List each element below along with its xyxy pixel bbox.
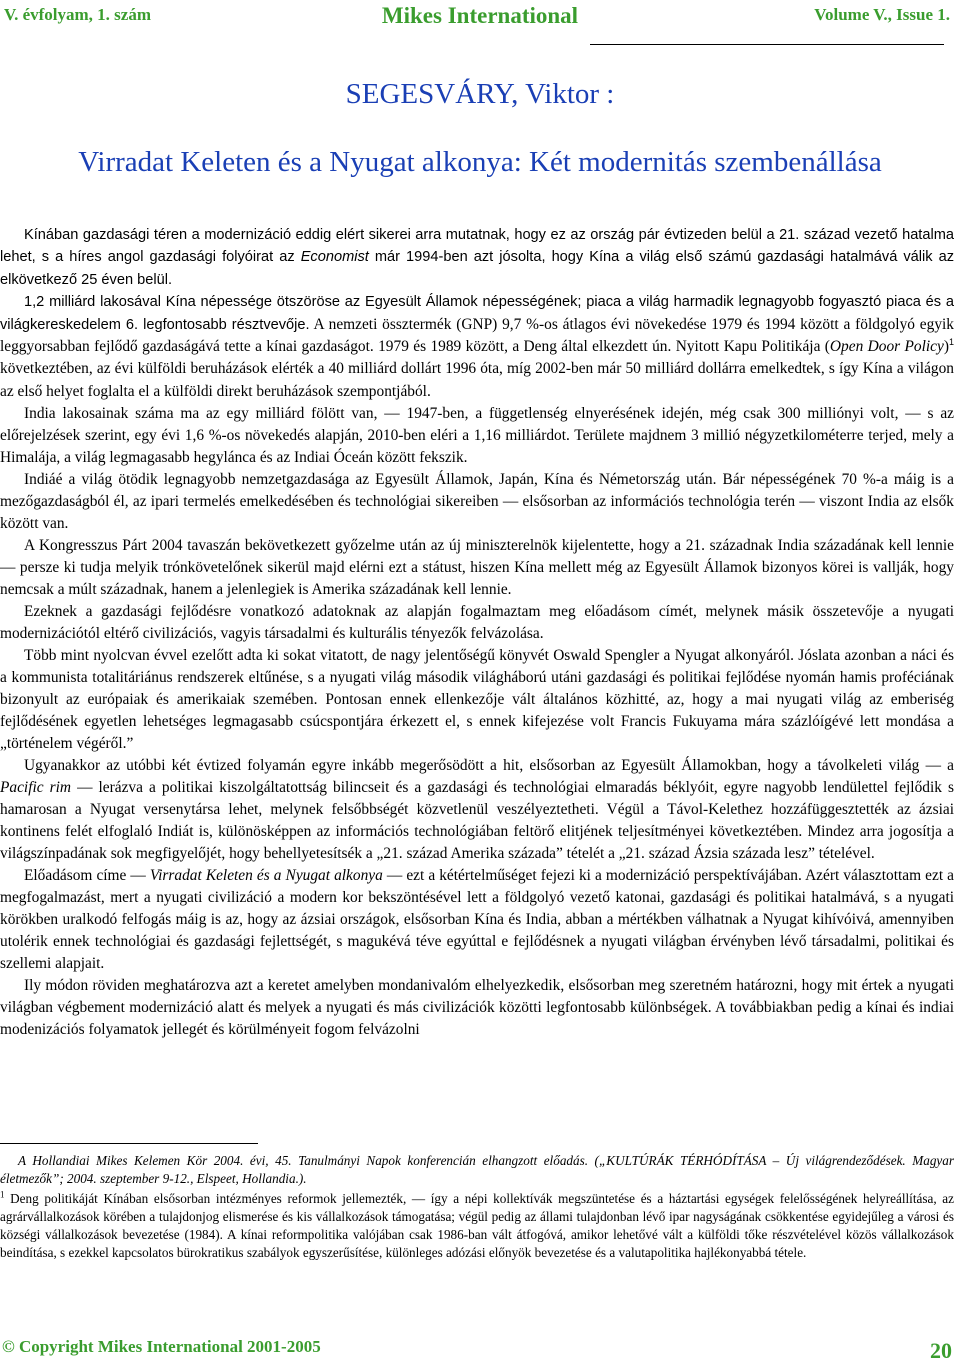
paragraph-10: Ily módon röviden meghatározva azt a keretet amelyben mondanivalóm elhelyezkedik, elsősorban meg szeretném határozni, hogy mit értek a nyugati világban végbement modernizáció alatt és melyek a nyugati és más civilizációk közötti legfontosabb különbségek. A továbbiakban pedig a kínai és indiai modenizációs folyamatok jellegét és körülményeit fogom felvázolni: [0, 977, 954, 1039]
footnotes: [0, 1152, 954, 1262]
paragraph-2: 1,2 milliárd lakosával Kína népessége ötszöröse az Egyesült Államok népességének; piaca a világ harmadik legnagyobb fogyasztó piaca és a világkereskedelem 6. legfontosabb résztvevője. A nemzeti össztermék (GNP) 9,7 %-os átlagos évi növekedése 1979 és 1994 között a földgolyó egyik leggyorsabban fejlődő gazdaságává tette a kínai gazdaságot. 1979 és 1989 között, a Deng által elkezdett ún. Nyitott Kapu Politikája (Open Door Policy)$^1$ következtében, az évi külföldi beruházások elérték a 40 milliárd dollárt 1996 óta, míg 2002-ben már 50 milliárd dollárra emelkedtek, s így Kína a világon az első helyet foglalta el a külföldi direkt beruházások szempontjából.: [0, 294, 954, 400]
page-number: 20: [930, 1338, 952, 1363]
lecture-title-quote: Virradat Keleten és a Nyugat alkonya: [149, 867, 383, 885]
header-rule: [590, 44, 944, 45]
paragraph-6: Ezeknek a gazdasági fejlődésre vonatkozó adatoknak az alapján fogalmaztam meg előadásom címét, melynek másik összetevője a nyugati modernizációtól eltérő civilizációs, vagyis társadalmi és kulturális tényezők felvázolása.: [0, 603, 954, 643]
footnote-source: A Hollandiai Mikes Kelemen Kör 2004. évi, 45. Tanulmányi Napok konferencián elhangzott előadás. („KULTÚRÁK TÉRHÓDÍTÁSA – Új világrendeződések. Magyar életmezők”; 2004. szeptember 9-12., Elspeet, Hollandia.).: [0, 1153, 954, 1186]
page-header: [0, 0, 960, 40]
copyright-notice: © Copyright Mikes International 2001-2005: [2, 1337, 321, 1356]
article-author: SEGESVÁRY, Viktor :: [345, 78, 615, 110]
paragraph-1: Kínában gazdasági téren a modernizáció eddig elért sikerei arra mutatnak, hogy ez az ország pár évtizeden belül a 21. század vezető hatalma lehet, s a híres angol gazdasági folyóirat az Economist már 1994-ben azt jósolta, hogy Kína a világ első számú gazdasági hatalmává válik az elkövetkező 25 éven belül.: [0, 227, 955, 288]
header-volume-en: Volume V., Issue 1.: [814, 5, 950, 24]
footnote-rule: [0, 1143, 258, 1144]
footnote-marker-1: 1: [0, 1189, 5, 1200]
open-door-policy: Open Door Policy: [829, 338, 944, 356]
header-volume-hu: V. évfolyam, 1. szám: [4, 5, 151, 24]
economist-title: Economist: [300, 249, 369, 266]
paragraph-9: Előadásom címe — Virradat Keleten és a Nyugat alkonya — ezt a kétértelműséget fejezi ki a modernizáció perspektívájában. Azért választottam ezt a megfogalmazást, mert a nyugati civilizáció a modern kor bekszöntésével lett a földgolyó vezető katonai, gazdasági és politikai hatalmává, s a nyugati körökben uralkodó felfogás máig is az, hogy az ázsiai országok, elsősorban Kína és India, abban a mértékben válhatnak a Nyugat kihívóivá, amennyiben utolérik ennek technológiai és gazdasági fejlettségét, s magukévá téve egyúttal e fejlődésnek a nyugati világban érvényben lévő társadalmi, politikai és szellemi alapjait.: [0, 867, 954, 973]
paragraph-8: Ugyanakkor az utóbbi két évtized folyamán egyre inkább megerősödött a hit, elsősorban az Egyesült Államokban, hogy a távolkeleti világ — a Pacific rim — lerázva a politikai kiszolgáltatottság bilincseit és a gazdasági és technológiai elmaradás béklyóit, egyre nagyobb lendülettel fejlődik s hamarosan a Nyugat versenytársa lehet, melynek felsőbbségét közvetlenül veszélyeztetheti. Végül a Távol-Kelethez hozzáfüggesztették az ázsiai kontinens felét elfoglaló Indiát is, különösképpen az információs technológiában feltörő elitjének teljesítményei következtében. Mindez arra jogosítja a világszínpadának sok megfigyelőjét, hogy behellyetesítsék a „21. század Amerika százada” tételét a „21. század Ázsia százada lesz” tételével.: [0, 757, 954, 863]
article-body: [0, 224, 954, 1041]
paragraph-5: A Kongresszus Párt 2004 tavaszán bekövetkezett győzelme után az új miniszterelnök kijelentette, hogy a 21. századnak India századának kell lennie — persze ki tudja melyik trónkövetelőnek sikerül majd elérni ezt a státust, hiszen Kína mellett még az Egyesült Államok bizonyos körei is vallják, hogy nemcsak a múlt századnak, hanem a jelenlegiek is Amerika századának kell lennie.: [0, 537, 954, 599]
paragraph-3: India lakosainak száma ma az egy milliárd fölött van, — 1947-ben, a függetlenség elnyerésének idején, még csak 300 milliónyi volt, — s az előrejelzések szerint, egy évi 1,6 %-os növekedés alapján, 2010-ben eléri a 1,16 milliárdot. Területe majdnem 3 millió négyzetkilométerre terjed, mely a Himalája, a világ legmagasabb hegylánca és az Indiai Óceán között fekszik.: [0, 405, 954, 467]
paragraph-4: Indiáé a világ ötödik legnagyobb nemzetgazdasága az Egyesült Államok, Japán, Kína és Németország után. Bár népességének 70 %-a máig is a mezőgazdaságból él, az ipari termelés emelkedésében és technológiai sikereiben — elsősorban az információs technológia terén — viszont India az elsők között van.: [0, 471, 954, 533]
footnote-1: $^1$ Deng politikáját Kínában elsősorban intézményes reformok jellemezték, — így a népi kollektívák megszüntetése és a háztartási egységek felelősségének helyreállítása, az agrárvállalkozások körében a tulajdonjog elismerése és kis vállalkozások támogatása; végül pedig az állami tulajdonban lévő ipar nagyságának csökkentése egyidejűleg a városi és községi vállalkozások bevezetése (1984). A kínai reformpolitika valójában csak 1986-ban vált átfogóvá, amikor lehetővé vált a külföldi tőke részvételével közös vállalkozások beindítása, s ezekkel kapcsolatos bürokratikus szabályok egyszerűsítése, különleges adózási előnyök bevezetése és a valutapolitika hajlékonyabbá tétele.: [0, 1189, 954, 1260]
footnote-ref-1[interactable]: 1: [948, 337, 954, 348]
article-title: Virradat Keleten és a Nyugat alkonya: Két modernitás szembenállása: [78, 146, 882, 178]
header-publication-name: Mikes International: [381, 3, 579, 28]
pacific-rim: Pacific rim: [0, 779, 72, 797]
paragraph-7: Több mint nyolcvan évvel ezelőtt adta ki sokat vitatott, de nagy jelentőségű könyvét Oswald Spengler a Nyugat alkonyáról. Jóslata azonban a náci és a kommunista totalitáriánus rendszerek eltűnése, s a nyugati világ második világháború utáni gazdasági és politikai fejlődése nyomán hamis proféciának bizonyult az európaiak és amerikaiak szemében. Pontosan ennek ellenkezője vált általános közhitté, az, hogy a mai nyugati világ az emberiség fejlődésének egyetlen lehetséges legmagasabb csúcspontjára érkezett el, s ennek kifejezése volt Francis Fukuyama mára százlóígévé lett mondása a „történelem végéről.”: [0, 647, 954, 753]
